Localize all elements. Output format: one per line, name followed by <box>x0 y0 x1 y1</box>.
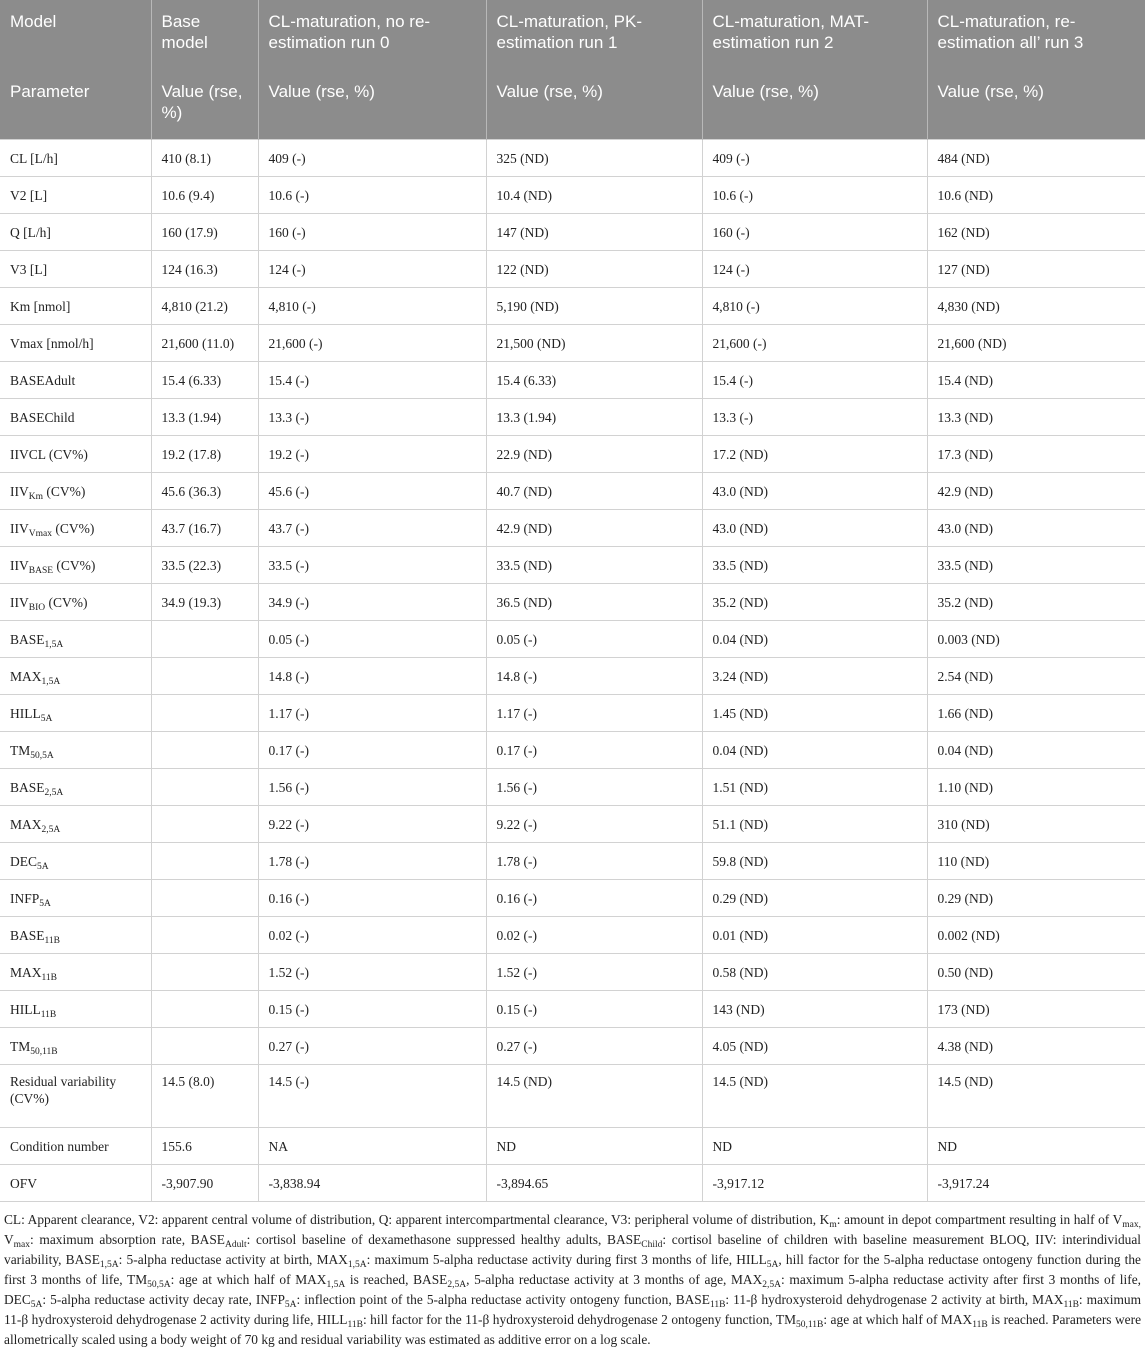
value-cell: 409 (-) <box>258 140 486 177</box>
value-cell: 124 (16.3) <box>151 251 258 288</box>
table-row <box>0 510 1145 547</box>
table-row <box>0 621 1145 658</box>
value-cell: 0.04 (ND) <box>702 732 927 769</box>
parameter-name: IIVCL (CV%) <box>0 436 151 473</box>
parameter-name: CL [L/h] <box>0 140 151 177</box>
value-cell: 0.02 (-) <box>486 917 702 954</box>
value-cell: 1.78 (-) <box>486 843 702 880</box>
value-cell: 1.66 (ND) <box>927 695 1145 732</box>
value-cell: 173 (ND) <box>927 991 1145 1028</box>
header-run-3: CL-maturation, re-estimation all’ run 3 <box>927 0 1145 70</box>
value-cell: 42.9 (ND) <box>927 473 1145 510</box>
value-cell <box>151 695 258 732</box>
parameter-name: $MAX_{1,5A}$ <box>0 658 151 695</box>
value-cell: 13.3 (-) <box>702 399 927 436</box>
parameter-name: $IIV_{Vmax}$ (CV%) <box>0 510 151 547</box>
value-cell: ND <box>486 1128 702 1165</box>
table-row <box>0 1165 1145 1202</box>
value-cell: 35.2 (ND) <box>927 584 1145 621</box>
value-cell: 9.22 (-) <box>258 806 486 843</box>
value-cell: 3.24 (ND) <box>702 658 927 695</box>
value-cell: 0.15 (-) <box>258 991 486 1028</box>
table-row <box>0 251 1145 288</box>
value-cell: 0.17 (-) <box>258 732 486 769</box>
value-cell: 0.29 (ND) <box>927 880 1145 917</box>
value-cell: 409 (-) <box>702 140 927 177</box>
value-cell: -3,917.12 <box>702 1165 927 1202</box>
value-cell: 1.45 (ND) <box>702 695 927 732</box>
table-row <box>0 436 1145 473</box>
table-row <box>0 214 1145 251</box>
value-cell: 14.5 (8.0) <box>151 1065 258 1128</box>
value-cell: 0.05 (-) <box>258 621 486 658</box>
value-cell: 59.8 (ND) <box>702 843 927 880</box>
value-cell: 160 (-) <box>258 214 486 251</box>
header-run-2: CL-maturation, MAT-estimation run 2 <box>702 0 927 70</box>
value-cell: 15.4 (ND) <box>927 362 1145 399</box>
parameter-name: $DEC_{5A}$ <box>0 843 151 880</box>
parameter-name: $BASE_{11B}$ <box>0 917 151 954</box>
parameter-name: Km [nmol] <box>0 288 151 325</box>
value-cell: 14.5 (-) <box>258 1065 486 1128</box>
parameter-name: $TM_{50,11B}$ <box>0 1028 151 1065</box>
value-cell: 10.6 (-) <box>258 177 486 214</box>
value-cell <box>151 658 258 695</box>
value-cell: 4,810 (-) <box>702 288 927 325</box>
value-cell: 0.16 (-) <box>486 880 702 917</box>
parameter-name: $IIV_{Km}$ (CV%) <box>0 473 151 510</box>
value-cell <box>151 621 258 658</box>
header-row-model <box>0 0 1145 70</box>
value-cell: 160 (-) <box>702 214 927 251</box>
value-cell: 1.52 (-) <box>258 954 486 991</box>
value-cell <box>151 732 258 769</box>
table-row <box>0 547 1145 584</box>
value-cell: 17.2 (ND) <box>702 436 927 473</box>
value-cell: 310 (ND) <box>927 806 1145 843</box>
value-cell: 14.8 (-) <box>258 658 486 695</box>
value-cell: 45.6 (36.3) <box>151 473 258 510</box>
table-row <box>0 1065 1145 1128</box>
value-cell: 0.50 (ND) <box>927 954 1145 991</box>
value-cell: 14.5 (ND) <box>927 1065 1145 1128</box>
value-cell: 124 (-) <box>258 251 486 288</box>
value-cell: 21,600 (11.0) <box>151 325 258 362</box>
table-row <box>0 473 1145 510</box>
value-cell: 1.52 (-) <box>486 954 702 991</box>
value-cell: 35.2 (ND) <box>702 584 927 621</box>
value-cell: 410 (8.1) <box>151 140 258 177</box>
value-cell: 1.10 (ND) <box>927 769 1145 806</box>
parameter-name: $INFP_{5A}$ <box>0 880 151 917</box>
table-row <box>0 1128 1145 1165</box>
value-cell: 17.3 (ND) <box>927 436 1145 473</box>
value-cell: 43.0 (ND) <box>702 510 927 547</box>
value-cell: 15.4 (-) <box>258 362 486 399</box>
value-cell: -3,838.94 <box>258 1165 486 1202</box>
parameter-name: $BASE_{1,5A}$ <box>0 621 151 658</box>
value-cell: 0.27 (-) <box>258 1028 486 1065</box>
value-cell: 19.2 (17.8) <box>151 436 258 473</box>
table-row <box>0 917 1145 954</box>
value-cell <box>151 1028 258 1065</box>
value-cell: 34.9 (-) <box>258 584 486 621</box>
value-cell: 51.1 (ND) <box>702 806 927 843</box>
parameter-name: Vmax [nmol/h] <box>0 325 151 362</box>
value-cell: 0.04 (ND) <box>702 621 927 658</box>
value-cell: ND <box>702 1128 927 1165</box>
parameter-name: $TM_{50,5A}$ <box>0 732 151 769</box>
value-cell: 122 (ND) <box>486 251 702 288</box>
value-cell: ND <box>927 1128 1145 1165</box>
header-base-model: Base model <box>151 0 258 70</box>
value-cell: 21,500 (ND) <box>486 325 702 362</box>
parameter-name: $IIV_{BIO}$ (CV%) <box>0 584 151 621</box>
header-value-base: Value (rse, %) <box>151 70 258 140</box>
header-run-1: CL-maturation, PK-estimation run 1 <box>486 0 702 70</box>
value-cell: 42.9 (ND) <box>486 510 702 547</box>
value-cell: 4,830 (ND) <box>927 288 1145 325</box>
table-body <box>0 140 1145 1202</box>
value-cell: -3,894.65 <box>486 1165 702 1202</box>
value-cell: 155.6 <box>151 1128 258 1165</box>
value-cell: 13.3 (-) <box>258 399 486 436</box>
table-row <box>0 399 1145 436</box>
value-cell: 33.5 (22.3) <box>151 547 258 584</box>
table-row <box>0 584 1145 621</box>
value-cell: 33.5 (-) <box>258 547 486 584</box>
value-cell: 10.6 (ND) <box>927 177 1145 214</box>
value-cell: -3,907.90 <box>151 1165 258 1202</box>
table-row <box>0 769 1145 806</box>
parameter-name: OFV <box>0 1165 151 1202</box>
value-cell: 143 (ND) <box>702 991 927 1028</box>
value-cell <box>151 880 258 917</box>
value-cell: 0.17 (-) <box>486 732 702 769</box>
table-row <box>0 880 1145 917</box>
parameter-name: $MAX_{2,5A}$ <box>0 806 151 843</box>
value-cell: 0.58 (ND) <box>702 954 927 991</box>
parameter-name: V3 [L] <box>0 251 151 288</box>
value-cell: 14.5 (ND) <box>702 1065 927 1128</box>
value-cell <box>151 991 258 1028</box>
value-cell: 147 (ND) <box>486 214 702 251</box>
value-cell: 13.3 (1.94) <box>151 399 258 436</box>
table-row <box>0 732 1145 769</box>
value-cell: 0.002 (ND) <box>927 917 1145 954</box>
value-cell: 21,600 (ND) <box>927 325 1145 362</box>
value-cell: 325 (ND) <box>486 140 702 177</box>
value-cell: 0.05 (-) <box>486 621 702 658</box>
table-row <box>0 658 1145 695</box>
value-cell: 14.5 (ND) <box>486 1065 702 1128</box>
value-cell: 1.56 (-) <box>258 769 486 806</box>
value-cell: 1.78 (-) <box>258 843 486 880</box>
parameter-name: $HILL_{5A}$ <box>0 695 151 732</box>
value-cell: 0.15 (-) <box>486 991 702 1028</box>
parameter-name: $MAX_{11B}$ <box>0 954 151 991</box>
value-cell: 0.27 (-) <box>486 1028 702 1065</box>
value-cell: 4,810 (21.2) <box>151 288 258 325</box>
parameter-name: BASEAdult <box>0 362 151 399</box>
value-cell: 2.54 (ND) <box>927 658 1145 695</box>
header-value-run-2: Value (rse, %) <box>702 70 927 140</box>
value-cell: 33.5 (ND) <box>702 547 927 584</box>
value-cell: 1.56 (-) <box>486 769 702 806</box>
value-cell <box>151 843 258 880</box>
table-row <box>0 695 1145 732</box>
value-cell <box>151 917 258 954</box>
value-cell: 484 (ND) <box>927 140 1145 177</box>
value-cell: 127 (ND) <box>927 251 1145 288</box>
value-cell: 4.38 (ND) <box>927 1028 1145 1065</box>
table-row <box>0 325 1145 362</box>
value-cell: 4.05 (ND) <box>702 1028 927 1065</box>
value-cell: 21,600 (-) <box>258 325 486 362</box>
table-row <box>0 991 1145 1028</box>
value-cell: 43.7 (-) <box>258 510 486 547</box>
value-cell: 10.6 (9.4) <box>151 177 258 214</box>
value-cell: -3,917.24 <box>927 1165 1145 1202</box>
value-cell: 1.17 (-) <box>486 695 702 732</box>
table-row <box>0 288 1145 325</box>
value-cell: 43.0 (ND) <box>702 473 927 510</box>
parameter-name: Residual variability (CV%) <box>0 1065 151 1128</box>
table-row <box>0 362 1145 399</box>
value-cell: 15.4 (6.33) <box>151 362 258 399</box>
header-row-parameter <box>0 70 1145 140</box>
value-cell: 1.17 (-) <box>258 695 486 732</box>
value-cell: 14.8 (-) <box>486 658 702 695</box>
header-model: Model <box>0 0 151 70</box>
value-cell: 160 (17.9) <box>151 214 258 251</box>
value-cell: NA <box>258 1128 486 1165</box>
header-run-0: CL-maturation, no re-estimation run 0 <box>258 0 486 70</box>
table-row <box>0 140 1145 177</box>
value-cell: 15.4 (6.33) <box>486 362 702 399</box>
value-cell: 0.02 (-) <box>258 917 486 954</box>
value-cell: 33.5 (ND) <box>927 547 1145 584</box>
value-cell: 10.4 (ND) <box>486 177 702 214</box>
value-cell: 5,190 (ND) <box>486 288 702 325</box>
value-cell: 43.7 (16.7) <box>151 510 258 547</box>
parameter-name: $HILL_{11B}$ <box>0 991 151 1028</box>
table-footnote: CL: Apparent clearance, V2: apparent central volume of distribution, Q: apparent intercompartmental clearance, V3: peripheral volume of distribution, $K_m$: amount in depot compartment resulting in half of $V_{max,}$ $V_{max}$: maximum absorption rate, $BASE_{Adult}$: cortisol baseline of dexamethasone suppressed healthy adults, $BASE_{Child}$: cortisol baseline of children with baseline measurement BLOQ, IIV: interindividual variability, $BASE_{1,5A}$: 5-alpha reductase activity at birth, $MAX_{1,5A}$: maximum 5-alpha reductase activity during first 3 months of life, $HILL_{5A}$, hill factor for the 5-alpha reductase ontogeny function during the first 3 months of life, $TM_{50,5A}$: age at which half of $MAX_{1,5A}$ is reached, $BASE_{2,5A}$, 5-alpha reductase activity at 3 months of age, $MAX_{2,5A}$: maximum 5-alpha reductase activity after first 3 months of life, $DEC_{5A}$: 5-alpha reductase activity decay rate, $INFP_{5A}$: inflection point of the 5-alpha reductase activity ontogeny function, $BASE_{11B}$: 11-β hydroxysteroid dehydrogenase 2 activity at birth, $MAX_{11B}$: maximum 11-β hydroxysteroid dehydrogenase 2 activity during life, $HILL_{11B}$: hill factor for the 11-β hydroxysteroid dehydrogenase 2 ontogeny function, $TM_{50,11B}$: age at which half of $MAX_{11B}$ is reached. Parameters were allometrically scaled using a body weight of 70 kg and residual variability was estimated as additive error on a log scale. <box>4 1212 1142 1347</box>
table-header <box>0 0 1145 140</box>
value-cell: 0.003 (ND) <box>927 621 1145 658</box>
parameter-name: Q [L/h] <box>0 214 151 251</box>
value-cell: 10.6 (-) <box>702 177 927 214</box>
value-cell: 0.16 (-) <box>258 880 486 917</box>
value-cell: 22.9 (ND) <box>486 436 702 473</box>
parameter-name: $IIV_{BASE}$ (CV%) <box>0 547 151 584</box>
value-cell: 21,600 (-) <box>702 325 927 362</box>
table-row <box>0 1028 1145 1065</box>
table-row <box>0 177 1145 214</box>
value-cell <box>151 769 258 806</box>
header-value-run-1: Value (rse, %) <box>486 70 702 140</box>
parameter-name: BASEChild <box>0 399 151 436</box>
parameter-name: $BASE_{2,5A}$ <box>0 769 151 806</box>
value-cell: 0.01 (ND) <box>702 917 927 954</box>
value-cell: 0.29 (ND) <box>702 880 927 917</box>
value-cell: 124 (-) <box>702 251 927 288</box>
value-cell: 13.3 (1.94) <box>486 399 702 436</box>
value-cell: 34.9 (19.3) <box>151 584 258 621</box>
parameter-name: Condition number <box>0 1128 151 1165</box>
value-cell: 13.3 (ND) <box>927 399 1145 436</box>
header-value-run-3: Value (rse, %) <box>927 70 1145 140</box>
value-cell: 15.4 (-) <box>702 362 927 399</box>
value-cell <box>151 806 258 843</box>
header-parameter: Parameter <box>0 70 151 140</box>
value-cell: 36.5 (ND) <box>486 584 702 621</box>
parameter-name: V2 [L] <box>0 177 151 214</box>
value-cell: 0.04 (ND) <box>927 732 1145 769</box>
value-cell: 43.0 (ND) <box>927 510 1145 547</box>
table-row <box>0 954 1145 991</box>
header-value-run-0: Value (rse, %) <box>258 70 486 140</box>
value-cell: 1.51 (ND) <box>702 769 927 806</box>
value-cell: 9.22 (-) <box>486 806 702 843</box>
table-row <box>0 806 1145 843</box>
value-cell: 162 (ND) <box>927 214 1145 251</box>
value-cell: 4,810 (-) <box>258 288 486 325</box>
value-cell: 33.5 (ND) <box>486 547 702 584</box>
value-cell: 19.2 (-) <box>258 436 486 473</box>
value-cell: 40.7 (ND) <box>486 473 702 510</box>
value-cell <box>151 954 258 991</box>
value-cell: 45.6 (-) <box>258 473 486 510</box>
table-row <box>0 843 1145 880</box>
value-cell: 110 (ND) <box>927 843 1145 880</box>
